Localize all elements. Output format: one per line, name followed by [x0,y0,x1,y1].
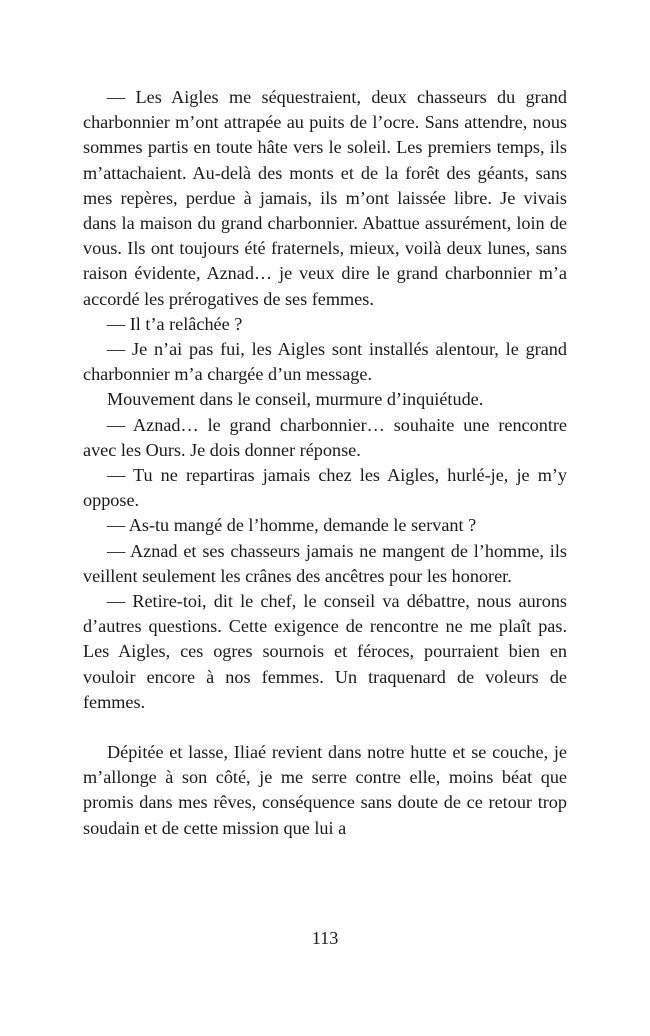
paragraph: — Retire-toi, dit le chef, le conseil va débattre, nous aurons d’autres questions. Cette exigence de rencontre ne me plaît pas. Les Aigles, ces ogres sournois et féroces, pourraient bien en vouloir encore à nos femmes. Un traquenard de voleurs de femmes. [83,591,567,712]
page-number: 113 [311,928,339,948]
paragraph: — Les Aigles me séquestraient, deux chasseurs du grand charbonnier m’ont attrapée au puits de l’ocre. Sans attendre, nous sommes partis en toute hâte vers le soleil. Les premiers temps, ils m’attachaient. Au-delà des monts et de la forêt des géants, sans mes repères, perdue à jamais, ils m’ont laissée libre. Je vivais dans la maison du grand charbonnier. Abattue assurément, loin de vous. Ils ont toujours été fraternels, mieux, voilà deux lunes, sans raison évidente, Aznad… je veux dire le grand charbonnier m’a accordé les prérogatives de ses femmes. [83,87,567,309]
paragraph: Mouvement dans le conseil, murmure d’inquiétude. [107,389,484,410]
paragraph: — As-tu mangé de l’homme, demande le servant ? [107,515,477,536]
paragraph: — Aznad et ses chasseurs jamais ne mangent de l’homme, ils veillent seulement les crânes des ancêtres pour les honorer. [83,540,567,586]
paragraph: Dépitée et lasse, Iliaé revient dans notre hutte et se couche, je m’allonge à son côté, je me serre contre elle, moins béat que promis dans mes rêves, conséquence sans doute de ce retour trop soudain et de cette mission que lui a [83,742,567,838]
text-block [83,85,567,841]
paragraph: — Je n’ai pas fui, les Aigles sont installés alentour, le grand charbonnier m’a chargée d’un message. [83,339,567,385]
paragraph: — Tu ne repartiras jamais chez les Aigles, hurlé-je, je m’y oppose. [83,465,567,511]
section-break [83,715,567,740]
paragraph: — Aznad… le grand charbonnier… souhaite une rencontre avec les Ours. Je dois donner réponse. [83,414,567,460]
paragraph: — Il t’a relâchée ? [107,313,243,334]
